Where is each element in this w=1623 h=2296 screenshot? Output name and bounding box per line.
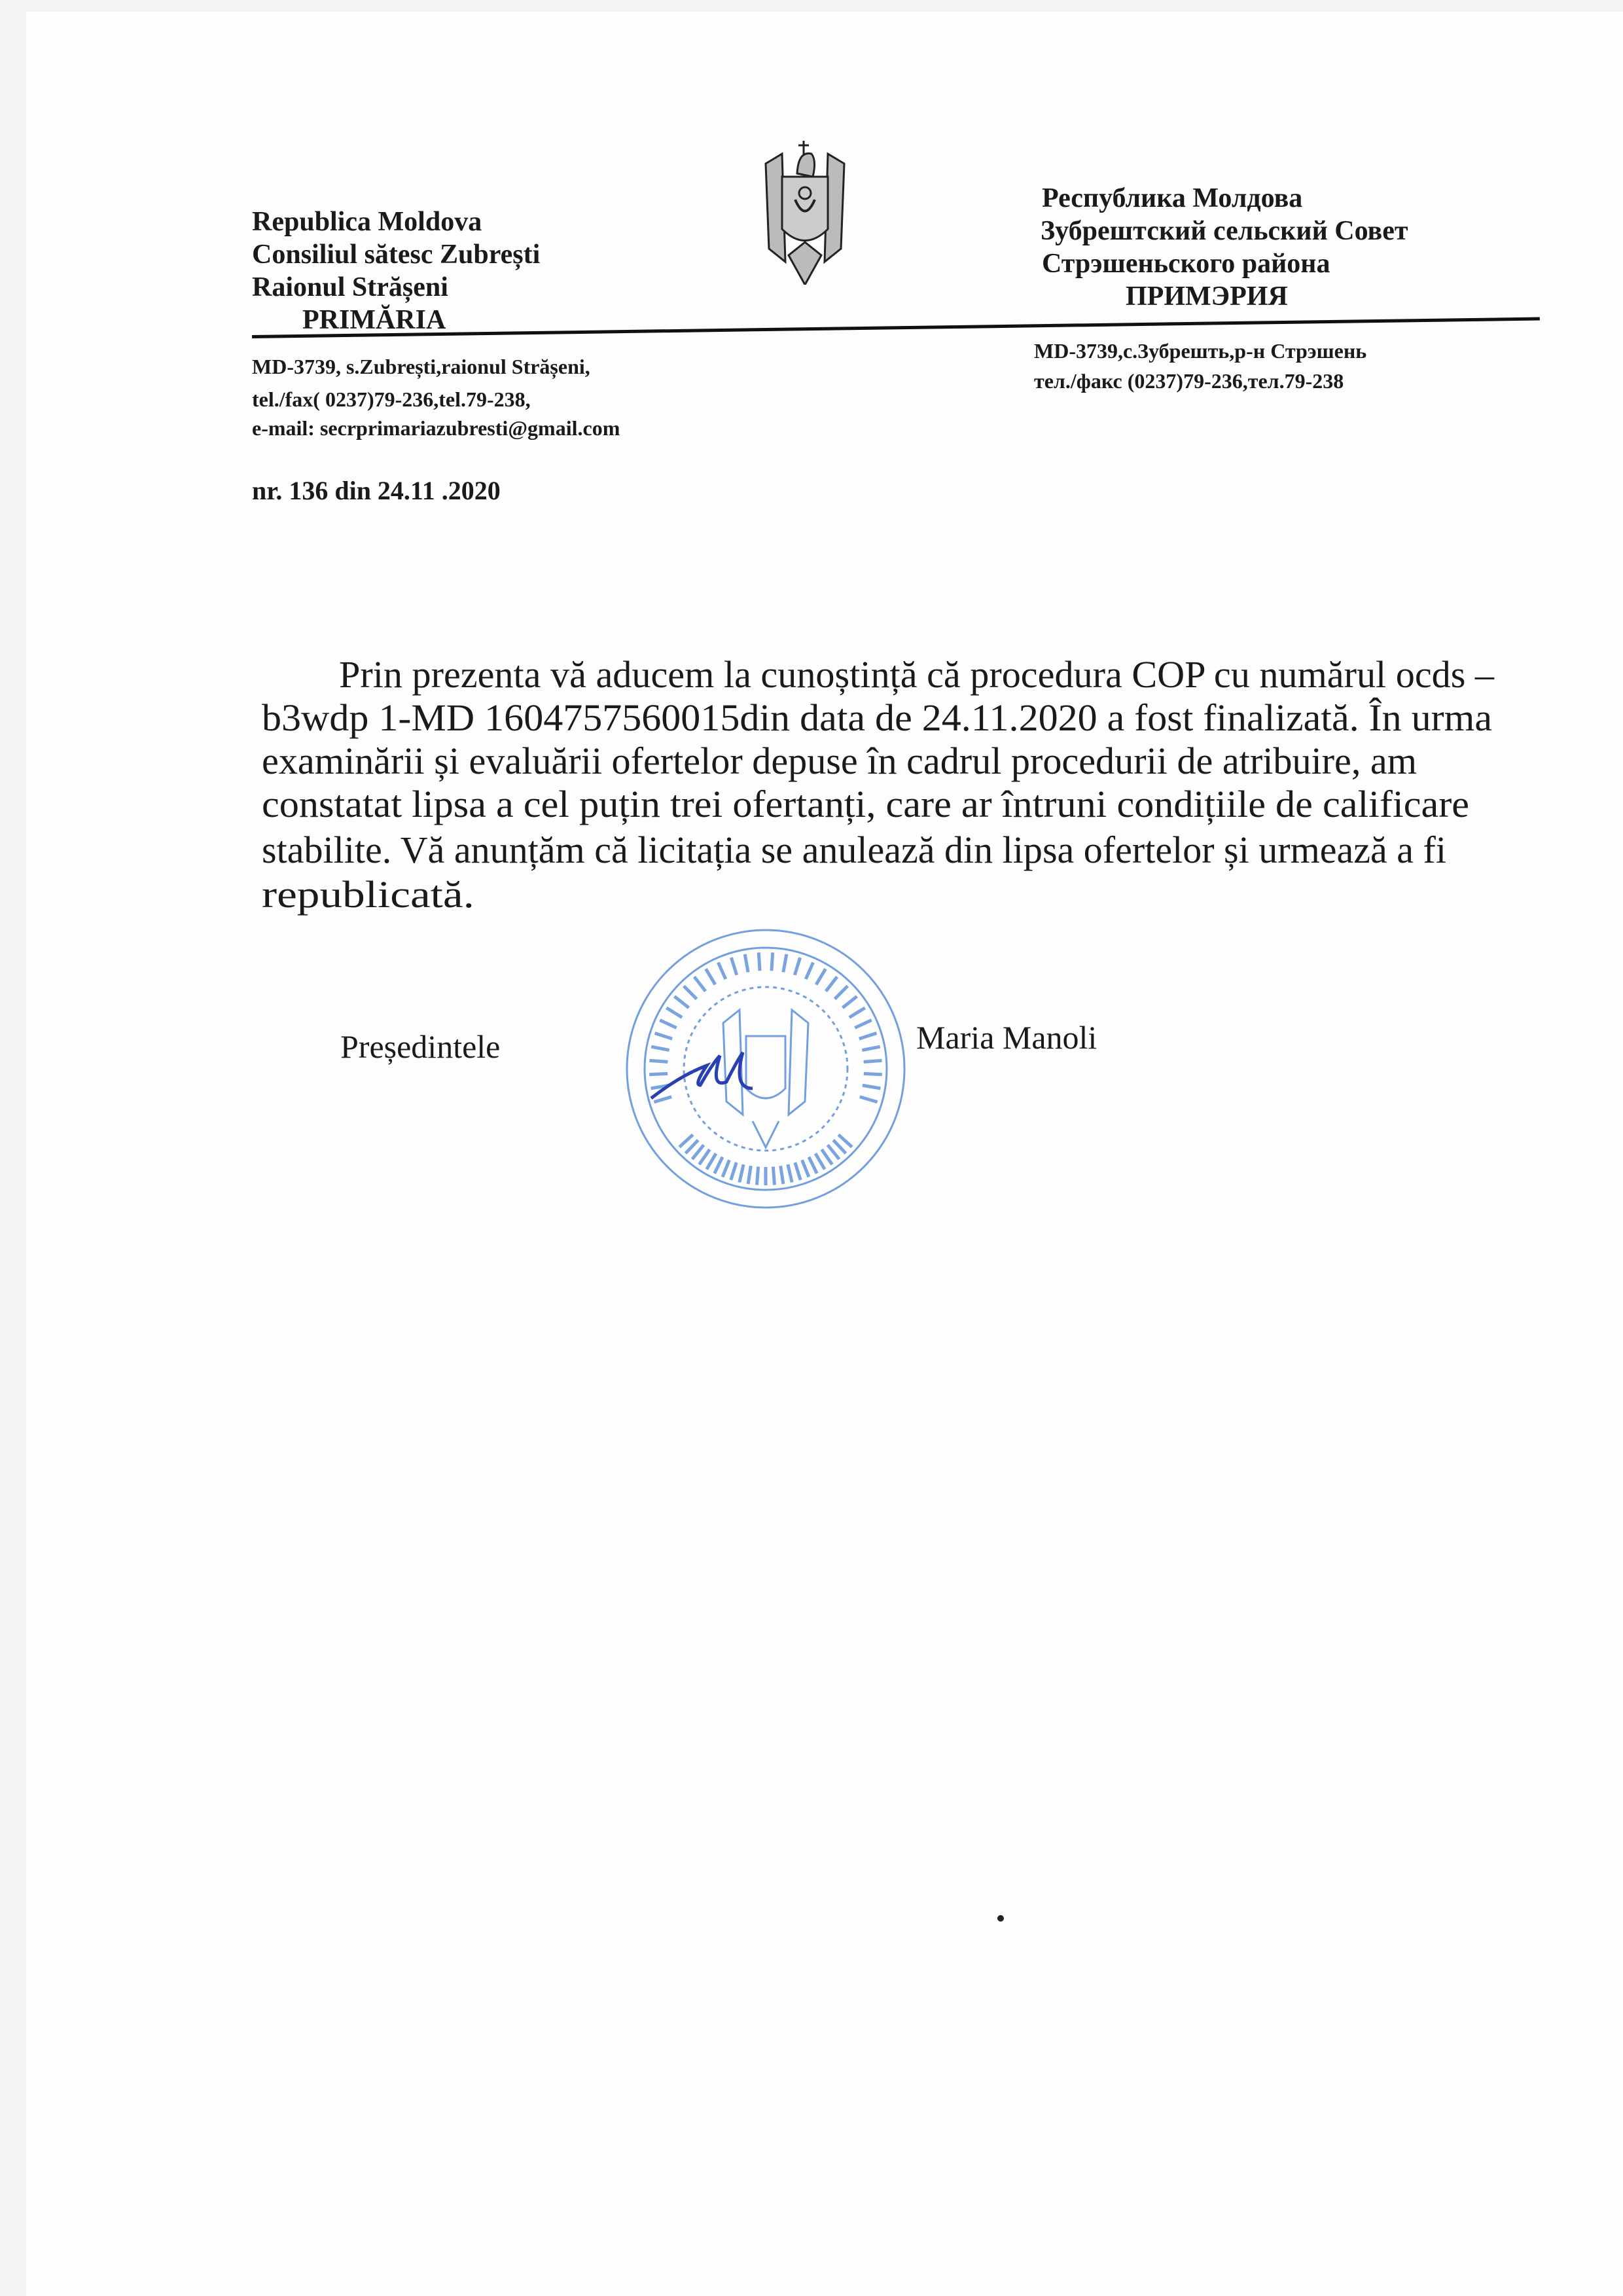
stamp-letter-mark bbox=[684, 986, 697, 999]
stamp-letter-mark bbox=[822, 1149, 832, 1164]
stamp-letter-mark bbox=[675, 996, 689, 1007]
body-line-6: republicată. bbox=[262, 873, 474, 916]
stamp-letter-mark bbox=[655, 1033, 673, 1039]
official-stamp-icon bbox=[622, 925, 910, 1213]
stamp-letter-mark bbox=[783, 954, 787, 973]
header-left-line-2: Consiliul sătesc Zubrești bbox=[252, 240, 541, 270]
stamp-letter-mark bbox=[649, 1073, 668, 1074]
address-left-line-2: tel./fax( 0237)79-236,tel.79-238, bbox=[252, 387, 531, 411]
body-line-3: examinării și evaluării ofertelor depuse în cadrul procedurii de atribuire, am bbox=[262, 740, 1417, 782]
stamp-letter-mark bbox=[788, 1164, 792, 1182]
stamp-letter-mark bbox=[815, 1153, 825, 1169]
stamp-letter-mark bbox=[838, 1135, 852, 1147]
body-line-2: b3wdp 1-MD 1604757560015din data de 24.11.2020 a fost finalizată. În urma bbox=[262, 696, 1492, 739]
stamp-letter-mark bbox=[686, 1140, 698, 1153]
header-left-line-3: Raionul Strășeni bbox=[252, 272, 448, 302]
reference-number: nr. 136 din 24.11 .2020 bbox=[252, 476, 501, 505]
ink-dot bbox=[997, 1915, 1004, 1922]
stamp-letter-mark bbox=[781, 1166, 783, 1184]
stamp-letter-mark bbox=[794, 958, 800, 975]
stamp-letter-mark bbox=[816, 969, 825, 984]
stamp-letter-mark bbox=[745, 954, 748, 973]
stamp-letter-mark bbox=[806, 962, 813, 979]
header-right-office: ПРИМЭРИЯ bbox=[1126, 281, 1288, 312]
stamp-letter-mark bbox=[863, 1085, 881, 1088]
stamp-letter-mark bbox=[649, 1060, 668, 1062]
header-right-line-2: Зубрештский сельский Совет bbox=[1041, 216, 1408, 246]
signatory-title: Președintele bbox=[340, 1028, 501, 1065]
header-left-line-1: Republica Moldova bbox=[252, 207, 482, 237]
stamp-letter-mark bbox=[660, 1020, 676, 1028]
signature-mark bbox=[651, 1052, 753, 1098]
stamp-letter-mark bbox=[842, 996, 857, 1007]
stamp-letter-mark bbox=[699, 1149, 709, 1164]
stamp-letter-mark bbox=[758, 952, 760, 971]
stamp-letter-mark bbox=[722, 1160, 729, 1177]
stamp-letter-mark bbox=[834, 986, 847, 999]
stamp-letter-mark bbox=[692, 1145, 704, 1159]
body-line-1: Prin prezenta vă aducem la cunoștință că procedura COP cu numărul ocds – bbox=[339, 653, 1494, 696]
header-left-office: PRIMĂRIA bbox=[302, 305, 446, 335]
stamp-letter-mark bbox=[651, 1047, 669, 1050]
address-right-line-1: MD-3739,с.Зубрешть,р-н Стрэшень bbox=[1034, 339, 1367, 363]
stamp-letter-mark bbox=[707, 1153, 716, 1169]
body-line-5: stabilite. Vă anunțăm că licitația se anulează din lipsa ofertelor și urmează a fi bbox=[262, 829, 1446, 871]
signatory-name: Maria Manoli bbox=[916, 1019, 1097, 1056]
stamp-letter-mark bbox=[654, 1097, 671, 1102]
address-left-email: e-mail: secrprimariazubresti@gmail.com bbox=[252, 416, 620, 440]
stamp-letter-mark bbox=[833, 1140, 846, 1153]
stamp-letter-mark bbox=[757, 1167, 758, 1185]
stamp-letter-mark bbox=[731, 958, 736, 975]
stamp-letter-mark bbox=[828, 1145, 840, 1159]
stamp-letter-mark bbox=[694, 977, 705, 991]
stamp-letter-mark bbox=[718, 962, 725, 979]
stamp-letter-mark bbox=[705, 969, 715, 984]
stamp-letter-mark bbox=[772, 952, 773, 971]
stamp-letter-mark bbox=[826, 977, 837, 991]
stamp-letter-mark bbox=[864, 1073, 882, 1074]
stamp-letter-mark bbox=[802, 1160, 809, 1177]
stamp-letter-mark bbox=[864, 1060, 882, 1062]
header-right-line-3: Стрэшеньского района bbox=[1042, 249, 1330, 279]
stamp-letter-mark bbox=[715, 1157, 722, 1174]
body-line-4: constatat lipsa a cel puțin trei ofertanți, care ar întruni condițiile de calificare bbox=[262, 783, 1469, 825]
address-left-line-1: MD-3739, s.Zubrești,raionul Strășeni, bbox=[252, 355, 590, 378]
stamp-letter-mark bbox=[855, 1020, 871, 1028]
header-right-line-1: Республика Молдова bbox=[1042, 183, 1303, 213]
stamp-letter-mark bbox=[809, 1157, 817, 1174]
address-right-line-2: тел./факс (0237)79-236,тел.79-238 bbox=[1034, 369, 1344, 393]
stamp-letter-mark bbox=[860, 1097, 878, 1102]
stamp-letter-mark bbox=[748, 1166, 751, 1184]
stamp-letter-mark bbox=[773, 1167, 774, 1185]
stamp-letter-mark bbox=[679, 1135, 693, 1147]
stamp-letter-mark bbox=[862, 1047, 880, 1050]
stamp-letter-mark bbox=[731, 1162, 736, 1180]
stamp-letter-mark bbox=[859, 1033, 877, 1039]
stamp-letter-mark bbox=[666, 1008, 682, 1018]
coat-of-arms-icon bbox=[759, 137, 851, 285]
stamp-letter-mark bbox=[849, 1008, 865, 1018]
stamp-letter-mark bbox=[795, 1162, 800, 1180]
stamp-letter-mark bbox=[740, 1164, 743, 1182]
